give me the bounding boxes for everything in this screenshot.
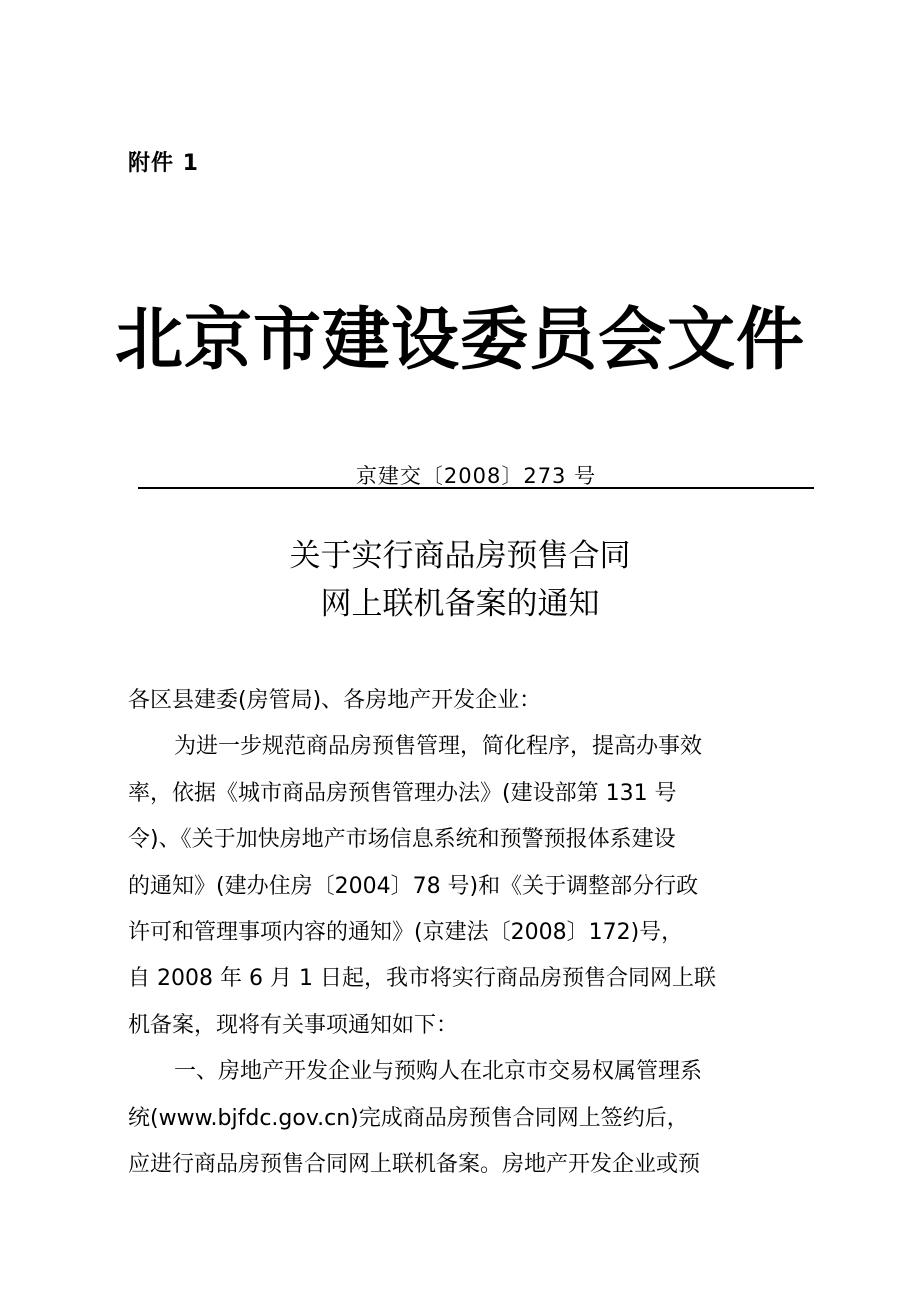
body-line: 为进一步规范商品房预售管理，简化程序，提高办事效: [174, 734, 703, 760]
salutation: 各区县建委(房管局)、各房地产开发企业：: [128, 688, 542, 713]
masthead-title: 北京市建设委员会文件: [114, 301, 805, 380]
body-line: 机备案，现将有关事项通知如下：: [128, 1012, 459, 1038]
body-line: 许可和管理事项内容的通知》(京建法〔2008〕172)号，: [128, 919, 684, 945]
body-line: 统(www.bjfdc.gov.cn)完成商品房预售合同网上签约后，: [128, 1105, 689, 1131]
body-line: 一、房地产开发企业与预购人在北京市交易权属管理系: [174, 1059, 703, 1085]
document-number: 京建交〔2008〕273 号: [355, 464, 597, 488]
notice-title: [0, 532, 920, 628]
notice-body: [128, 678, 808, 1188]
body-line: 自 2008 年 6 月 1 日起，我市将实行商品房预售合同网上联: [128, 966, 716, 992]
notice-title-line-1: 关于实行商品房预售合同: [289, 538, 631, 574]
attachment-label: 附件 1: [128, 151, 199, 176]
notice-title-line-2: 网上联机备案的通知: [320, 586, 600, 622]
body-line: 率，依据《城市商品房预售管理办法》(建设部第 131 号: [128, 780, 677, 806]
body-line: 应进行商品房预售合同网上联机备案。房地产开发企业或预: [128, 1151, 701, 1177]
header-divider: [138, 487, 814, 489]
body-line: 令)、《关于加快房地产市场信息系统和预警预报体系建设: [128, 827, 676, 853]
body-line: 的通知》(建办住房〔2004〕78 号)和《关于调整部分行政: [128, 873, 699, 899]
